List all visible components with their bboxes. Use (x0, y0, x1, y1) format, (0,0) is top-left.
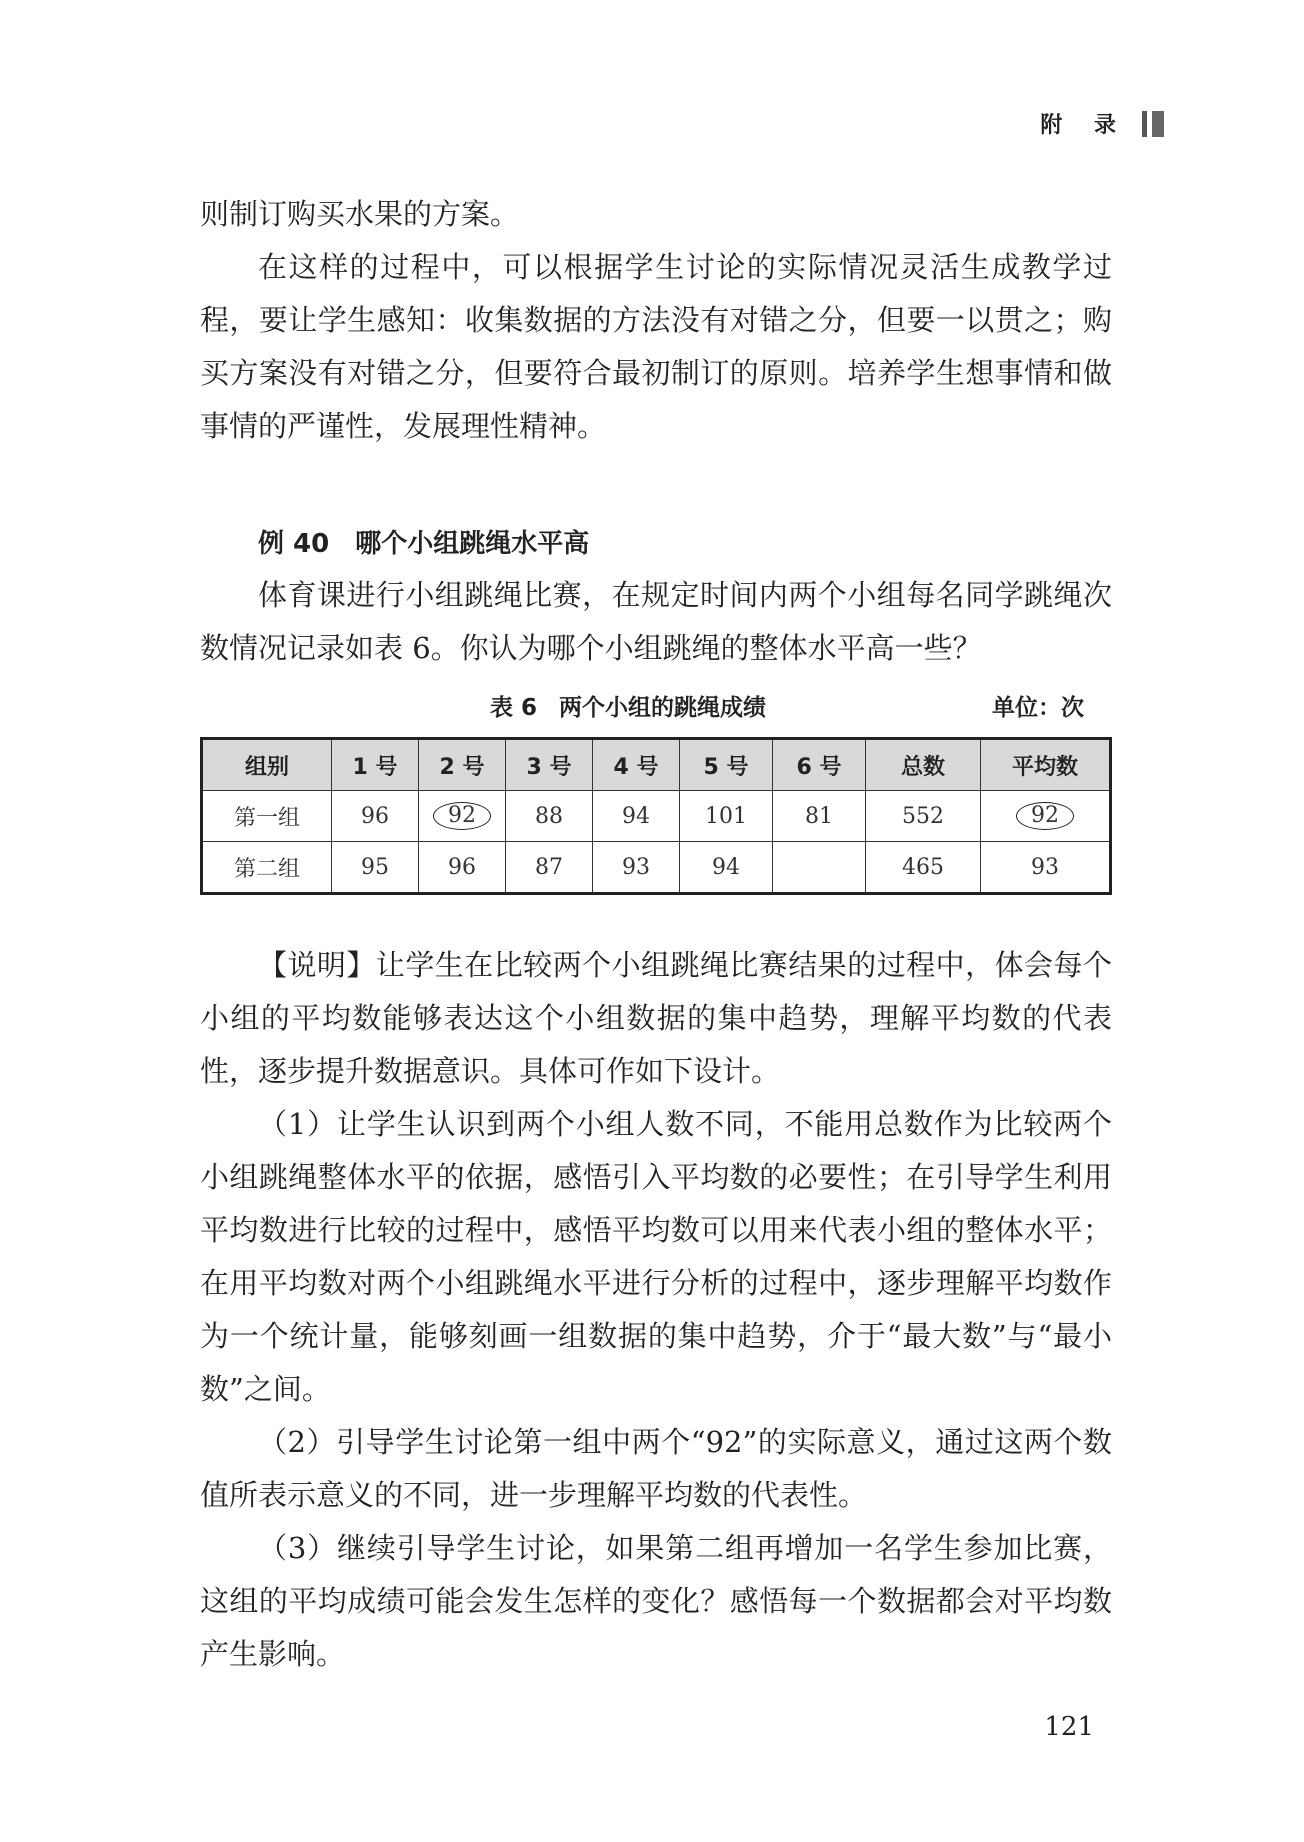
example-body: 体育课进行小组跳绳比赛，在规定时间内两个小组每名同学跳绳次数情况记录如表 6。你认为哪个小组跳绳的整体水平高一些？ (200, 578, 1112, 665)
score-table (200, 737, 1112, 895)
cell: 87 (506, 842, 593, 894)
note-item-1: （1）让学生认识到两个小组人数不同，不能用总数作为比较两个小组跳绳整体水平的依据，感悟引入平均数的必要性；在引导学生利用平均数进行比较的过程中，感悟平均数可以用来代表小组的整体水平；在用平均数对两个小组跳绳水平进行分析的过程中，逐步理解平均数作为一个统计量，能够刻画一组数据的集中趋势，介于“最大数”与“最小数”之间。 (200, 1107, 1112, 1406)
page-number: 121 (1044, 1712, 1094, 1742)
page-body (200, 188, 1112, 1681)
header-cell-group: 组别 (202, 739, 332, 791)
example-title: 哪个小组跳绳水平高 (355, 529, 590, 559)
header-cell-2: 2 号 (419, 739, 506, 791)
example-number: 例 40 (258, 529, 330, 559)
circled-value: 92 (1016, 802, 1074, 830)
note-explanation: 【说明】让学生在比较两个小组跳绳比赛结果的过程中，体会每个小组的平均数能够表达这个小组数据的集中趋势，理解平均数的代表性，逐步提升数据意识。具体可作如下设计。 (200, 948, 1112, 1088)
cell-group: 第一组 (202, 791, 332, 842)
cell (419, 791, 506, 842)
table-header-row (202, 739, 1111, 791)
circled-value: 92 (433, 802, 491, 830)
cell: 93 (593, 842, 680, 894)
header-cell-total: 总数 (866, 739, 981, 791)
table-caption (490, 689, 766, 722)
header-bars-icon (1142, 111, 1164, 137)
cell-average (981, 791, 1111, 842)
note-item-2: （2）引导学生讨论第一组中两个“92”的实际意义，通过这两个数值所表示意义的不同，进一步理解平均数的代表性。 (200, 1425, 1112, 1512)
header-cell-3: 3 号 (506, 739, 593, 791)
cell-empty (773, 842, 866, 894)
cell: 94 (593, 791, 680, 842)
table-caption-row (200, 681, 1112, 727)
table-row (202, 842, 1111, 894)
cell: 81 (773, 791, 866, 842)
cell: 94 (680, 842, 773, 894)
cell: 88 (506, 791, 593, 842)
cell: 101 (680, 791, 773, 842)
notes-section (200, 939, 1112, 1681)
cell-group: 第二组 (202, 842, 332, 894)
paragraph-teaching-process: 在这样的过程中，可以根据学生讨论的实际情况灵活生成教学过程，要让学生感知：收集数据的方法没有对错之分，但要一以贯之；购买方案没有对错之分，但要符合最初制订的原则。培养学生想事情和做事情的严谨性，发展理性精神。 (200, 250, 1112, 443)
table-caption-number: 表 6 (490, 695, 538, 721)
header-bar-thin (1142, 111, 1147, 137)
cell: 96 (332, 791, 419, 842)
header-cell-1: 1 号 (332, 739, 419, 791)
cell-total: 465 (866, 842, 981, 894)
example-heading (200, 519, 1112, 569)
cell-total: 552 (866, 791, 981, 842)
table-unit: 单位：次 (992, 695, 1084, 721)
header-cell-average: 平均数 (981, 739, 1111, 791)
header-cell-4: 4 号 (593, 739, 680, 791)
cell-average: 93 (981, 842, 1111, 894)
table-row (202, 791, 1111, 842)
paragraph-continuation: 则制订购买水果的方案。 (200, 197, 520, 231)
cell: 95 (332, 842, 419, 894)
table-caption-title: 两个小组的跳绳成绩 (559, 695, 767, 721)
header-bar-thick (1152, 111, 1164, 137)
section-label: 附 录 (1040, 113, 1128, 138)
cell: 96 (419, 842, 506, 894)
header-cell-5: 5 号 (680, 739, 773, 791)
header-cell-6: 6 号 (773, 739, 866, 791)
note-item-3: （3）继续引导学生讨论，如果第二组再增加一名学生参加比赛，这组的平均成绩可能会发生怎样的变化？感悟每一个数据都会对平均数产生影响。 (200, 1531, 1112, 1671)
running-header (1040, 108, 1164, 139)
